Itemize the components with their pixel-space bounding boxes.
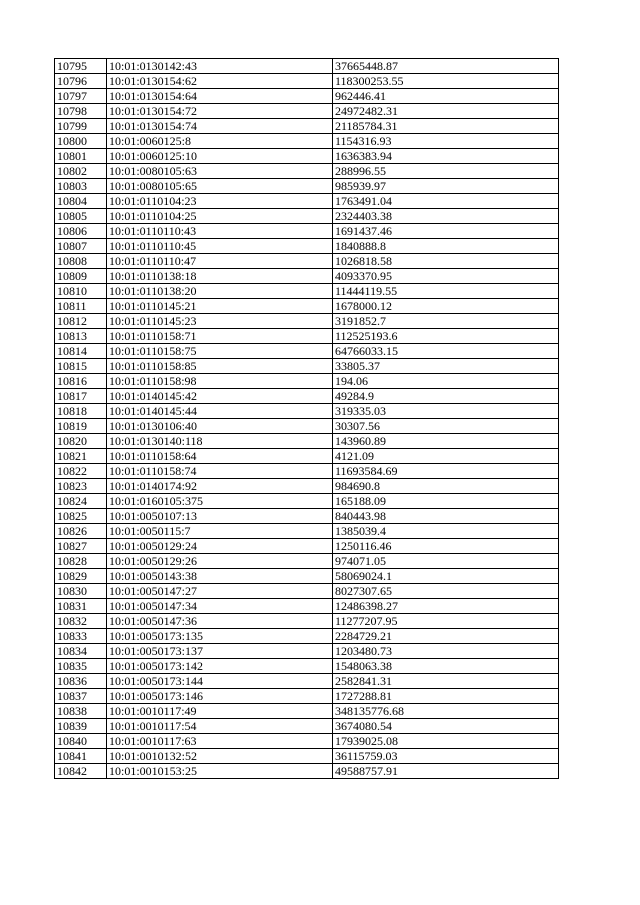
table-row [55, 119, 559, 134]
table-row [55, 464, 559, 479]
value-cell: 24972482.31 [333, 104, 559, 119]
row-number-cell: 10842 [55, 764, 107, 779]
value-cell: 58069024.1 [333, 569, 559, 584]
value-cell: 4093370.95 [333, 269, 559, 284]
cadastral-number-cell: 10:01:0080105:65 [107, 179, 333, 194]
value-cell: 1548063.38 [333, 659, 559, 674]
row-number-cell: 10820 [55, 434, 107, 449]
table-row [55, 644, 559, 659]
value-cell: 962446.41 [333, 89, 559, 104]
cadastral-number-cell: 10:01:0050115:7 [107, 524, 333, 539]
cadastral-number-cell: 10:01:0130140:118 [107, 434, 333, 449]
value-cell: 348135776.68 [333, 704, 559, 719]
value-cell: 49284.9 [333, 389, 559, 404]
row-number-cell: 10826 [55, 524, 107, 539]
value-cell: 194.06 [333, 374, 559, 389]
table-row [55, 704, 559, 719]
table-row [55, 59, 559, 74]
value-cell: 1840888.8 [333, 239, 559, 254]
row-number-cell: 10803 [55, 179, 107, 194]
row-number-cell: 10819 [55, 419, 107, 434]
cadastral-number-cell: 10:01:0010117:49 [107, 704, 333, 719]
table-row [55, 284, 559, 299]
cadastral-number-cell: 10:01:0010117:63 [107, 734, 333, 749]
table-row [55, 569, 559, 584]
value-cell: 840443.98 [333, 509, 559, 524]
value-cell: 3191852.7 [333, 314, 559, 329]
cadastral-number-cell: 10:01:0060125:8 [107, 134, 333, 149]
value-cell: 30307.56 [333, 419, 559, 434]
table-row [55, 659, 559, 674]
row-number-cell: 10795 [55, 59, 107, 74]
row-number-cell: 10835 [55, 659, 107, 674]
row-number-cell: 10805 [55, 209, 107, 224]
cadastral-number-cell: 10:01:0110145:21 [107, 299, 333, 314]
row-number-cell: 10813 [55, 329, 107, 344]
row-number-cell: 10822 [55, 464, 107, 479]
table-row [55, 539, 559, 554]
row-number-cell: 10796 [55, 74, 107, 89]
row-number-cell: 10806 [55, 224, 107, 239]
value-cell: 37665448.87 [333, 59, 559, 74]
row-number-cell: 10812 [55, 314, 107, 329]
cadastral-number-cell: 10:01:0050129:26 [107, 554, 333, 569]
value-cell: 17939025.08 [333, 734, 559, 749]
value-cell: 985939.97 [333, 179, 559, 194]
cadastral-number-cell: 10:01:0050147:27 [107, 584, 333, 599]
table-row [55, 299, 559, 314]
row-number-cell: 10801 [55, 149, 107, 164]
row-number-cell: 10800 [55, 134, 107, 149]
table-row [55, 224, 559, 239]
cadastral-number-cell: 10:01:0140145:42 [107, 389, 333, 404]
cadastral-number-cell: 10:01:0110138:18 [107, 269, 333, 284]
cadastral-number-cell: 10:01:0050173:142 [107, 659, 333, 674]
row-number-cell: 10799 [55, 119, 107, 134]
value-cell: 1154316.93 [333, 134, 559, 149]
cadastral-number-cell: 10:01:0160105:375 [107, 494, 333, 509]
cadastral-number-cell: 10:01:0110104:25 [107, 209, 333, 224]
row-number-cell: 10831 [55, 599, 107, 614]
table-row [55, 149, 559, 164]
cadastral-number-cell: 10:01:0110110:45 [107, 239, 333, 254]
row-number-cell: 10832 [55, 614, 107, 629]
value-cell: 11693584.69 [333, 464, 559, 479]
row-number-cell: 10797 [55, 89, 107, 104]
cadastral-number-cell: 10:01:0110110:43 [107, 224, 333, 239]
table-row [55, 764, 559, 779]
row-number-cell: 10815 [55, 359, 107, 374]
table-row [55, 404, 559, 419]
table-row [55, 179, 559, 194]
cadastral-number-cell: 10:01:0050107:13 [107, 509, 333, 524]
row-number-cell: 10838 [55, 704, 107, 719]
row-number-cell: 10802 [55, 164, 107, 179]
table-row [55, 359, 559, 374]
cadastral-number-cell: 10:01:0110158:74 [107, 464, 333, 479]
value-cell: 288996.55 [333, 164, 559, 179]
value-cell: 1203480.73 [333, 644, 559, 659]
row-number-cell: 10830 [55, 584, 107, 599]
table-row [55, 344, 559, 359]
row-number-cell: 10841 [55, 749, 107, 764]
table-row [55, 74, 559, 89]
cadastral-number-cell: 10:01:0110158:75 [107, 344, 333, 359]
value-cell: 1385039.4 [333, 524, 559, 539]
row-number-cell: 10840 [55, 734, 107, 749]
table-row [55, 104, 559, 119]
cadastral-number-cell: 10:01:0140174:92 [107, 479, 333, 494]
value-cell: 11277207.95 [333, 614, 559, 629]
cadastral-number-cell: 10:01:0080105:63 [107, 164, 333, 179]
row-number-cell: 10818 [55, 404, 107, 419]
table-row [55, 599, 559, 614]
value-cell: 4121.09 [333, 449, 559, 464]
cadastral-number-cell: 10:01:0050143:38 [107, 569, 333, 584]
table-row [55, 194, 559, 209]
row-number-cell: 10824 [55, 494, 107, 509]
table-row [55, 479, 559, 494]
cadastral-number-cell: 10:01:0110158:98 [107, 374, 333, 389]
table-row [55, 314, 559, 329]
table-body [55, 59, 559, 779]
cadastral-number-cell: 10:01:0050173:146 [107, 689, 333, 704]
value-cell: 64766033.15 [333, 344, 559, 359]
row-number-cell: 10808 [55, 254, 107, 269]
table-row [55, 614, 559, 629]
cadastral-number-cell: 10:01:0010132:52 [107, 749, 333, 764]
table-row [55, 629, 559, 644]
row-number-cell: 10829 [55, 569, 107, 584]
cadastral-number-cell: 10:01:0130142:43 [107, 59, 333, 74]
cadastral-number-cell: 10:01:0110104:23 [107, 194, 333, 209]
value-cell: 1678000.12 [333, 299, 559, 314]
value-cell: 143960.89 [333, 434, 559, 449]
row-number-cell: 10798 [55, 104, 107, 119]
value-cell: 3674080.54 [333, 719, 559, 734]
value-cell: 319335.03 [333, 404, 559, 419]
row-number-cell: 10821 [55, 449, 107, 464]
value-cell: 36115759.03 [333, 749, 559, 764]
table-row [55, 329, 559, 344]
row-number-cell: 10809 [55, 269, 107, 284]
table-row [55, 164, 559, 179]
row-number-cell: 10811 [55, 299, 107, 314]
table-row [55, 554, 559, 569]
cadastral-number-cell: 10:01:0110145:23 [107, 314, 333, 329]
table-row [55, 674, 559, 689]
table-row [55, 734, 559, 749]
table-row [55, 419, 559, 434]
cadastral-number-cell: 10:01:0050147:36 [107, 614, 333, 629]
cadastral-number-cell: 10:01:0010117:54 [107, 719, 333, 734]
row-number-cell: 10816 [55, 374, 107, 389]
cadastral-number-cell: 10:01:0060125:10 [107, 149, 333, 164]
table-row [55, 749, 559, 764]
cadastral-number-cell: 10:01:0110158:71 [107, 329, 333, 344]
value-cell: 984690.8 [333, 479, 559, 494]
row-number-cell: 10810 [55, 284, 107, 299]
table-row [55, 434, 559, 449]
table-row [55, 89, 559, 104]
value-cell: 1250116.46 [333, 539, 559, 554]
row-number-cell: 10837 [55, 689, 107, 704]
table-row [55, 584, 559, 599]
cadastral-number-cell: 10:01:0140145:44 [107, 404, 333, 419]
cadastral-number-cell: 10:01:0050147:34 [107, 599, 333, 614]
value-cell: 2284729.21 [333, 629, 559, 644]
table-row [55, 689, 559, 704]
table-row [55, 524, 559, 539]
row-number-cell: 10807 [55, 239, 107, 254]
value-cell: 1026818.58 [333, 254, 559, 269]
table-row [55, 269, 559, 284]
value-cell: 49588757.91 [333, 764, 559, 779]
row-number-cell: 10827 [55, 539, 107, 554]
table-row [55, 494, 559, 509]
value-cell: 112525193.6 [333, 329, 559, 344]
cadastral-number-cell: 10:01:0130154:64 [107, 89, 333, 104]
cadastral-number-cell: 10:01:0050173:135 [107, 629, 333, 644]
row-number-cell: 10834 [55, 644, 107, 659]
cadastral-number-cell: 10:01:0110158:64 [107, 449, 333, 464]
value-cell: 8027307.65 [333, 584, 559, 599]
table-row [55, 254, 559, 269]
value-cell: 1636383.94 [333, 149, 559, 164]
value-cell: 21185784.31 [333, 119, 559, 134]
value-cell: 2582841.31 [333, 674, 559, 689]
cadastral-number-cell: 10:01:0010153:25 [107, 764, 333, 779]
row-number-cell: 10836 [55, 674, 107, 689]
cadastral-number-cell: 10:01:0110158:85 [107, 359, 333, 374]
row-number-cell: 10833 [55, 629, 107, 644]
value-cell: 2324403.38 [333, 209, 559, 224]
row-number-cell: 10839 [55, 719, 107, 734]
table-row [55, 239, 559, 254]
row-number-cell: 10823 [55, 479, 107, 494]
value-cell: 12486398.27 [333, 599, 559, 614]
table-row [55, 509, 559, 524]
row-number-cell: 10825 [55, 509, 107, 524]
row-number-cell: 10814 [55, 344, 107, 359]
cadastral-number-cell: 10:01:0130154:62 [107, 74, 333, 89]
table-row [55, 134, 559, 149]
cadastral-number-cell: 10:01:0050173:137 [107, 644, 333, 659]
data-table [54, 58, 559, 779]
cadastral-number-cell: 10:01:0130154:74 [107, 119, 333, 134]
row-number-cell: 10817 [55, 389, 107, 404]
value-cell: 33805.37 [333, 359, 559, 374]
row-number-cell: 10828 [55, 554, 107, 569]
cadastral-number-cell: 10:01:0130154:72 [107, 104, 333, 119]
value-cell: 1727288.81 [333, 689, 559, 704]
table-row [55, 209, 559, 224]
value-cell: 974071.05 [333, 554, 559, 569]
cadastral-number-cell: 10:01:0050129:24 [107, 539, 333, 554]
table-row [55, 719, 559, 734]
table-row [55, 389, 559, 404]
cadastral-number-cell: 10:01:0050173:144 [107, 674, 333, 689]
table-row [55, 449, 559, 464]
value-cell: 118300253.55 [333, 74, 559, 89]
value-cell: 1763491.04 [333, 194, 559, 209]
row-number-cell: 10804 [55, 194, 107, 209]
value-cell: 1691437.46 [333, 224, 559, 239]
cadastral-number-cell: 10:01:0110110:47 [107, 254, 333, 269]
value-cell: 11444119.55 [333, 284, 559, 299]
cadastral-number-cell: 10:01:0110138:20 [107, 284, 333, 299]
value-cell: 165188.09 [333, 494, 559, 509]
cadastral-number-cell: 10:01:0130106:40 [107, 419, 333, 434]
table-row [55, 374, 559, 389]
